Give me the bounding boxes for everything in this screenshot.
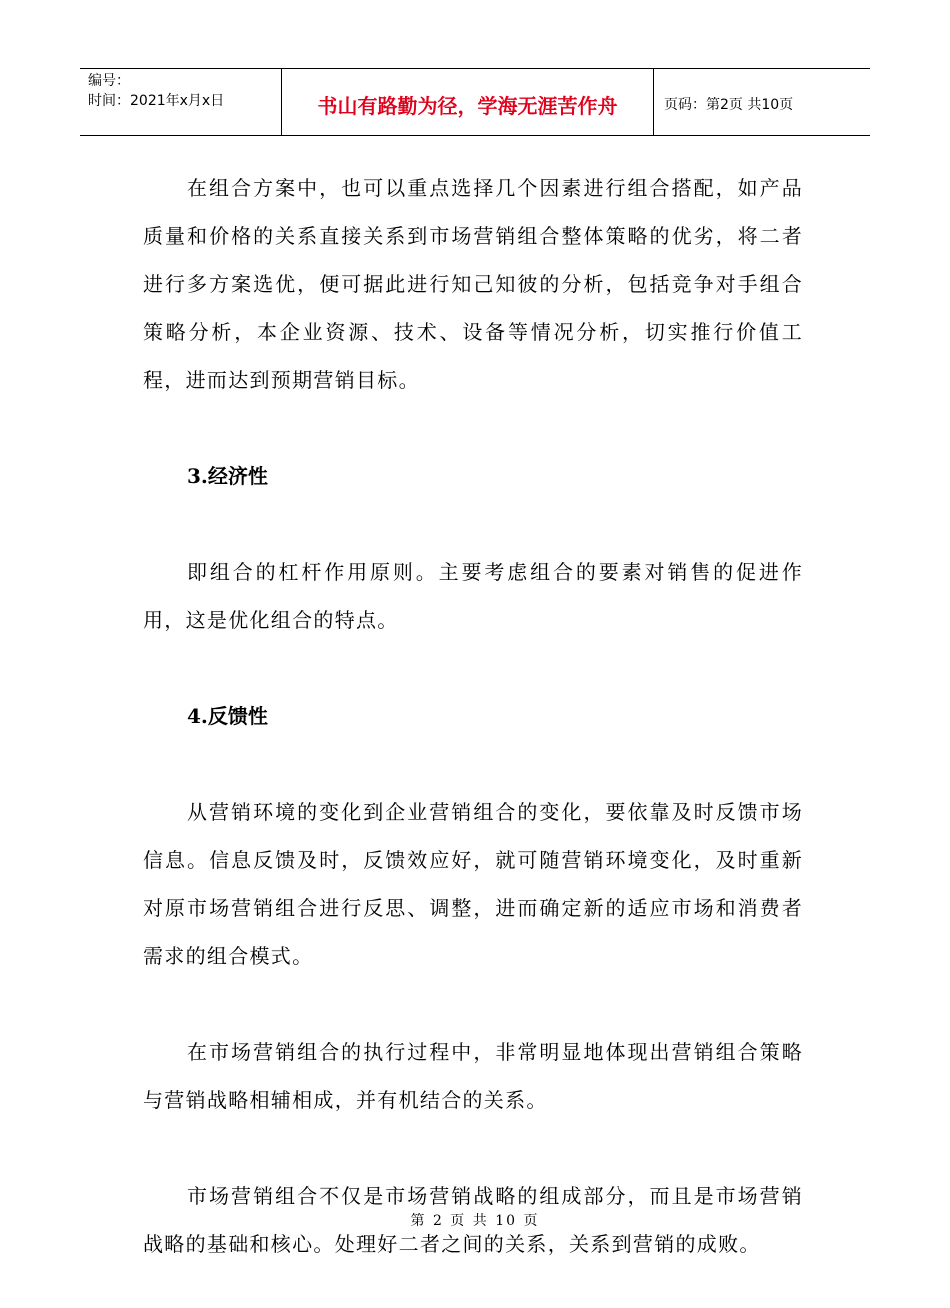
paragraph: 从营销环境的变化到企业营销组合的变化，要依靠及时反馈市场信息。信息反馈及时，反馈效应好，就可随营销环境变化，及时重新对原市场营销组合进行反思、调整，进而确定新的适应市场和消费者需求的组合模式。 (143, 800, 803, 968)
paragraph: 在市场营销组合的执行过程中，非常明显地体现出营销组合策略与营销战略相辅相成，并有机结合的关系。 (143, 1040, 803, 1112)
section-heading-feedback: 4.反馈性 (187, 704, 268, 728)
header-motto: 书山有路勤为径，学海无涯苦作舟 (282, 69, 654, 135)
header-page-code: 页码：第2页 共10页 (664, 97, 794, 113)
page-footer: 第 2 页 共 10 页 (410, 1213, 540, 1229)
document-body (143, 164, 803, 1268)
page-header (80, 68, 870, 136)
document-number-label: 编号： (88, 73, 130, 89)
document-date-label: 时间：2021年x月x日 (88, 93, 225, 109)
paragraph: 市场营销组合不仅是市场营销战略的组成部分，而且是市场营销战略的基础和核心。处理好二者之间的关系，关系到营销的成败。 (143, 1184, 803, 1256)
header-meta (80, 69, 282, 135)
paragraph: 即组合的杠杆作用原则。主要考虑组合的要素对销售的促进作用，这是优化组合的特点。 (143, 560, 803, 632)
section-heading-economy: 3.经济性 (187, 464, 268, 488)
paragraph: 在组合方案中，也可以重点选择几个因素进行组合搭配，如产品质量和价格的关系直接关系到市场营销组合整体策略的优劣，将二者进行多方案选优，便可据此进行知己知彼的分析，包括竞争对手组合策略分析，本企业资源、技术、设备等情况分析，切实推行价值工程，进而达到预期营销目标。 (143, 176, 803, 392)
